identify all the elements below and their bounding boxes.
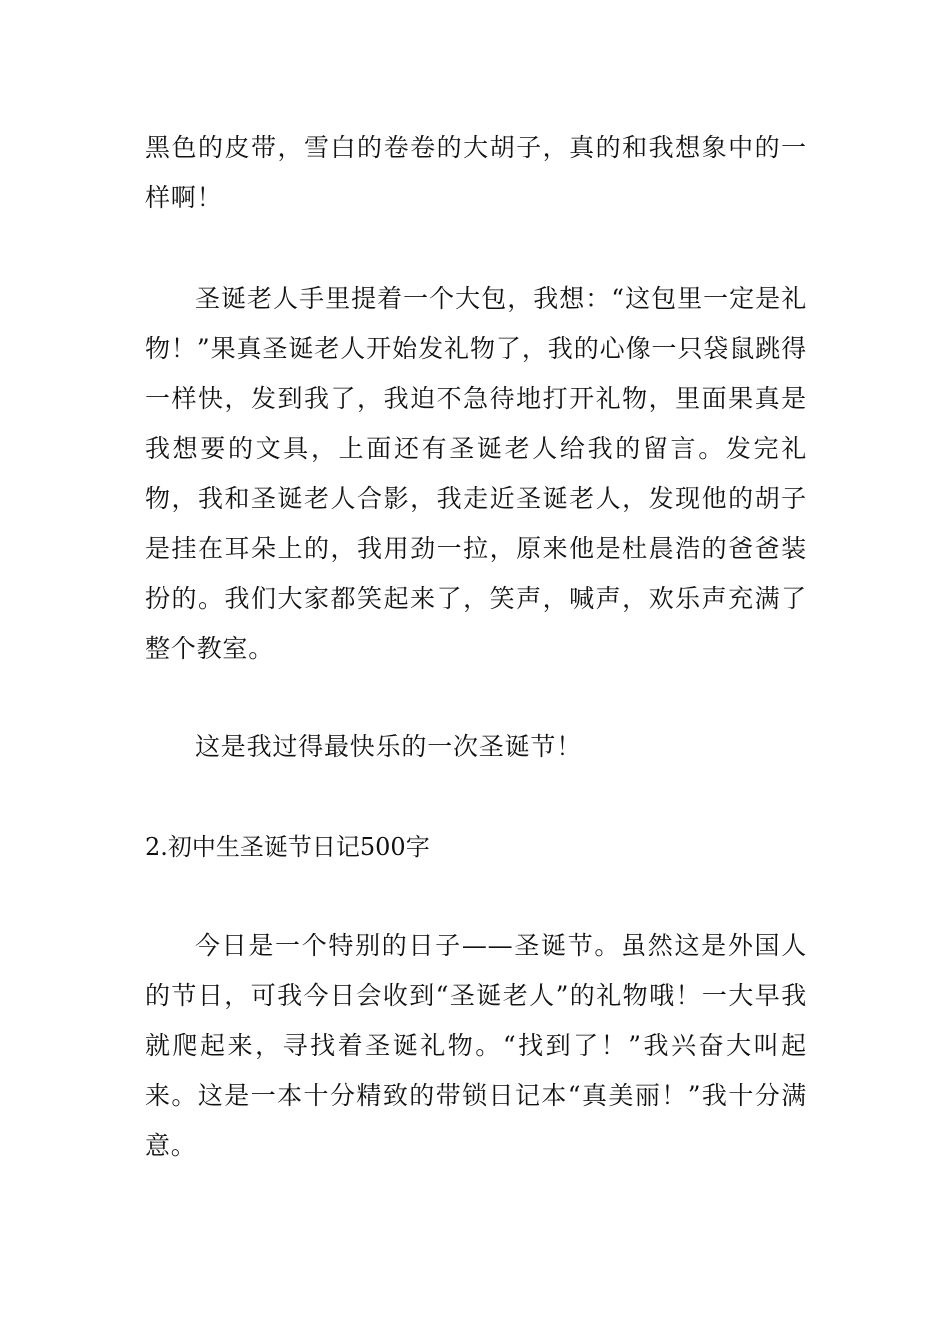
- paragraph-continuation: 黑色的皮带，雪白的卷卷的大胡子，真的和我想象中的一样啊！: [145, 133, 807, 212]
- paragraph-santa-gift: 圣诞老人手里提着一个大包，我想：“这包里一定是礼物！”果真圣诞老人开始发礼物了，我的心像一只袋鼠跳得一样快，发到我了，我迫不急待地打开礼物，里面果真是我想要的文具，上面还有圣诞老人给我的留言。发完礼物，我和圣诞老人合影，我走近圣诞老人，发现他的胡子是挂在耳朵上的，我用劲一拉，原来他是杜晨浩的爸爸装扮的。我们大家都笑起来了，笑声，喊声，欢乐声充满了整个教室。: [145, 284, 807, 663]
- paragraph-happiest-christmas: 这是我过得最快乐的一次圣诞节！: [195, 732, 583, 761]
- paragraph-special-day: 今日是一个特别的日子——圣诞节。虽然这是外国人的节日，可我今日会收到“圣诞老人”的礼物哦！一大早我就爬起来，寻找着圣诞礼物。“找到了！”我兴奋大叫起来。这是一本十分精致的带锁日记本“真美丽！”我十分满意。: [145, 931, 807, 1160]
- section-heading: 2.初中生圣诞节日记500字: [145, 833, 430, 861]
